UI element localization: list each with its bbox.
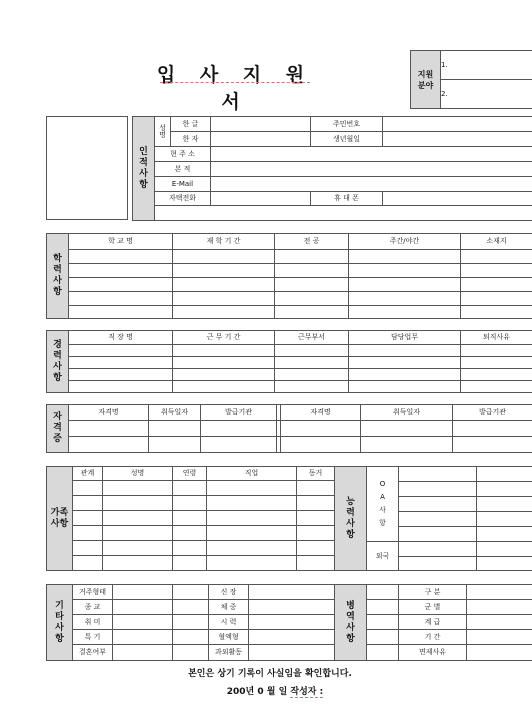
table-row — [47, 526, 335, 541]
hobby-input[interactable] — [113, 615, 173, 630]
exemption-label: 면제사유 — [399, 645, 467, 661]
height-label: 신 장 — [209, 585, 249, 600]
activities-label: 과외활동 — [209, 645, 249, 661]
career-header-dept: 근무부서 — [275, 331, 349, 345]
family-cell[interactable] — [173, 511, 207, 526]
family-cell[interactable] — [207, 496, 297, 511]
education-cell[interactable] — [461, 292, 532, 306]
eyesight-label: 시 력 — [209, 615, 249, 630]
education-cell[interactable] — [173, 278, 275, 292]
education-cell[interactable] — [275, 292, 349, 306]
foreign-cell[interactable] — [399, 542, 477, 557]
table-row — [47, 306, 532, 319]
other-section-label: 기 타 사 항 — [47, 585, 73, 661]
education-cell[interactable] — [69, 264, 173, 278]
family-header-name: 성명 — [103, 467, 173, 481]
other-spacer — [173, 630, 209, 645]
hangul-input[interactable] — [211, 117, 311, 132]
license-cell[interactable] — [453, 437, 532, 453]
license-cell[interactable] — [453, 421, 532, 437]
family-cell[interactable] — [73, 481, 103, 496]
family-cell[interactable] — [297, 541, 335, 556]
military-spacer — [367, 585, 399, 600]
license-cell[interactable] — [361, 437, 453, 453]
license-cell[interactable] — [201, 421, 277, 437]
foreign-cell[interactable] — [477, 542, 532, 557]
personal-blank-row — [155, 206, 532, 221]
career-cell[interactable] — [275, 369, 349, 381]
oa-cell[interactable] — [477, 512, 532, 527]
oa-cell[interactable] — [477, 527, 532, 542]
education-cell[interactable] — [349, 292, 461, 306]
oa-cell[interactable] — [399, 482, 477, 497]
family-cell[interactable] — [297, 511, 335, 526]
family-cell[interactable] — [173, 526, 207, 541]
family-cell[interactable] — [73, 496, 103, 511]
hangul-label: 한 글 — [171, 117, 211, 132]
family-cell[interactable] — [73, 511, 103, 526]
other-spacer — [173, 615, 209, 630]
skill-input[interactable] — [113, 630, 173, 645]
military-period-input[interactable] — [467, 630, 532, 645]
apply-field-2[interactable]: 2. — [441, 80, 532, 109]
oa-cell[interactable] — [477, 467, 532, 482]
education-cell[interactable] — [69, 292, 173, 306]
table-row — [47, 437, 532, 453]
apply-field-1[interactable]: 1. — [441, 51, 532, 80]
military-period-label: 기 간 — [399, 630, 467, 645]
family-cell[interactable] — [103, 526, 173, 541]
religion-label: 종 교 — [73, 600, 113, 615]
table-row — [47, 481, 335, 496]
blood-type-label: 혈액형 — [209, 630, 249, 645]
education-cell[interactable] — [349, 250, 461, 264]
blood-type-input[interactable] — [249, 630, 335, 645]
license-cell[interactable] — [69, 437, 149, 453]
foreign-cell[interactable] — [477, 557, 532, 571]
birthdate-input[interactable] — [383, 132, 532, 147]
career-cell[interactable] — [69, 345, 173, 357]
education-cell[interactable] — [69, 278, 173, 292]
career-cell[interactable] — [275, 357, 349, 369]
family-cell[interactable] — [173, 556, 207, 571]
license-table — [46, 404, 532, 453]
license-cell[interactable] — [281, 421, 361, 437]
family-cell[interactable] — [207, 556, 297, 571]
license-header-date-2: 취득일자 — [361, 405, 453, 421]
address-input[interactable] — [211, 147, 532, 162]
housing-input[interactable] — [113, 585, 173, 600]
other-spacer — [173, 585, 209, 600]
table-row — [47, 556, 335, 571]
family-cell[interactable] — [297, 496, 335, 511]
oa-cell[interactable] — [477, 497, 532, 512]
family-cell[interactable] — [173, 541, 207, 556]
oa-cell[interactable] — [399, 512, 477, 527]
education-cell[interactable] — [461, 306, 532, 319]
family-section-label: 가족 사항 — [47, 467, 73, 571]
education-header-location: 소재지 — [461, 234, 532, 250]
education-cell[interactable] — [461, 264, 532, 278]
education-cell[interactable] — [173, 250, 275, 264]
education-section-label: 학 력 사 항 — [47, 234, 69, 319]
eyesight-input[interactable] — [249, 615, 335, 630]
resident-no-label: 주민번호 — [311, 117, 383, 132]
license-header-name: 자격명 — [69, 405, 149, 421]
email-label: E-Mail — [155, 177, 211, 192]
height-input[interactable] — [249, 585, 335, 600]
career-cell[interactable] — [69, 381, 173, 393]
other-table — [46, 584, 335, 661]
education-table — [46, 233, 532, 319]
family-cell[interactable] — [207, 511, 297, 526]
family-cell[interactable] — [73, 541, 103, 556]
career-cell[interactable] — [69, 357, 173, 369]
table-row — [47, 381, 532, 393]
address-label: 현 주 소 — [155, 147, 211, 162]
origin-input[interactable] — [211, 162, 532, 177]
military-type-label: 구 분 — [399, 585, 467, 600]
military-spacer — [367, 600, 399, 615]
military-branch-label: 군 별 — [399, 600, 467, 615]
career-cell[interactable] — [173, 357, 275, 369]
education-cell[interactable] — [69, 250, 173, 264]
foreign-cell[interactable] — [399, 557, 477, 571]
career-header-period: 근 무 기 간 — [173, 331, 275, 345]
family-cell[interactable] — [207, 541, 297, 556]
apply-field-label: 지원 분야 — [411, 51, 441, 109]
family-cell[interactable] — [103, 511, 173, 526]
family-cell[interactable] — [73, 526, 103, 541]
career-cell[interactable] — [173, 369, 275, 381]
family-header-job: 직업 — [207, 467, 297, 481]
family-cell[interactable] — [297, 556, 335, 571]
photo-box[interactable] — [46, 116, 128, 220]
military-spacer — [367, 645, 399, 661]
career-header-duty: 담당업무 — [349, 331, 461, 345]
table-row — [47, 421, 532, 437]
military-table — [334, 584, 532, 661]
career-cell[interactable] — [349, 369, 461, 381]
home-phone-label: 자택전화 — [155, 192, 211, 206]
education-header-major: 전 공 — [275, 234, 349, 250]
table-row — [47, 250, 532, 264]
hanja-input[interactable] — [211, 132, 311, 147]
family-cell[interactable] — [173, 481, 207, 496]
license-cell[interactable] — [149, 437, 201, 453]
education-cell[interactable] — [173, 306, 275, 319]
career-cell[interactable] — [275, 345, 349, 357]
marital-label: 결혼여부 — [73, 645, 113, 661]
career-cell[interactable] — [349, 357, 461, 369]
hobby-label: 취 미 — [73, 615, 113, 630]
hanja-label: 한 자 — [171, 132, 211, 147]
family-cell[interactable] — [103, 496, 173, 511]
oa-label: O A 사 항 — [367, 467, 399, 542]
oa-cell[interactable] — [477, 482, 532, 497]
career-cell[interactable] — [461, 381, 532, 393]
signature-line — [175, 684, 375, 697]
career-table — [46, 330, 532, 393]
table-row — [47, 278, 532, 292]
religion-input[interactable] — [113, 600, 173, 615]
license-section-label: 자 격 증 — [47, 405, 69, 453]
family-header-live-with: 동거 — [297, 467, 335, 481]
family-header-relation: 관계 — [73, 467, 103, 481]
military-section-label: 병 역 사 항 — [335, 585, 367, 661]
other-spacer — [173, 645, 209, 661]
mobile-label: 휴 대 폰 — [311, 192, 383, 206]
career-header-reason: 퇴직사유 — [461, 331, 532, 345]
license-header-name-2: 자격명 — [281, 405, 361, 421]
military-type-input[interactable] — [467, 585, 532, 600]
table-row — [47, 264, 532, 278]
military-rank-label: 계 급 — [399, 615, 467, 630]
table-row — [47, 496, 335, 511]
career-cell[interactable] — [69, 369, 173, 381]
education-cell[interactable] — [275, 278, 349, 292]
education-cell[interactable] — [349, 278, 461, 292]
career-cell[interactable] — [349, 381, 461, 393]
career-cell[interactable] — [349, 345, 461, 357]
home-phone-input[interactable] — [211, 192, 311, 206]
apply-field-table — [410, 50, 532, 109]
weight-input[interactable] — [249, 600, 335, 615]
title-underline — [160, 82, 310, 83]
education-cell[interactable] — [275, 306, 349, 319]
oa-cell[interactable] — [399, 467, 477, 482]
email-input[interactable] — [211, 177, 532, 192]
family-cell[interactable] — [297, 526, 335, 541]
writer-label[interactable]: 작성자 : — [290, 687, 324, 697]
other-spacer — [173, 600, 209, 615]
education-cell[interactable] — [275, 250, 349, 264]
education-cell[interactable] — [173, 292, 275, 306]
origin-label: 본 적 — [155, 162, 211, 177]
education-cell[interactable] — [461, 250, 532, 264]
education-header-daynight: 주간/야간 — [349, 234, 461, 250]
family-cell[interactable] — [173, 496, 207, 511]
ability-section-label: 능 력 사 항 — [335, 467, 367, 571]
career-cell[interactable] — [275, 381, 349, 393]
education-header-period: 재 학 기 간 — [173, 234, 275, 250]
career-cell[interactable] — [461, 369, 532, 381]
exemption-input[interactable] — [467, 645, 532, 661]
date-text: 200년 0 월 일 — [226, 687, 288, 697]
personal-table — [132, 116, 532, 221]
family-cell[interactable] — [103, 541, 173, 556]
name-group-label: 성 명 — [155, 117, 171, 147]
military-rank-input[interactable] — [467, 615, 532, 630]
table-row — [47, 541, 335, 556]
education-cell[interactable] — [69, 306, 173, 319]
oa-cell[interactable] — [399, 527, 477, 542]
career-cell[interactable] — [173, 345, 275, 357]
education-cell[interactable] — [173, 264, 275, 278]
license-header-issuer: 발급기관 — [201, 405, 277, 421]
family-cell[interactable] — [103, 556, 173, 571]
housing-label: 거주형태 — [73, 585, 113, 600]
page-title: 입 사 지 원 서 — [156, 64, 314, 113]
career-section-label: 경 력 사 항 — [47, 331, 69, 393]
marital-input[interactable] — [113, 645, 173, 661]
family-cell[interactable] — [297, 481, 335, 496]
license-cell[interactable] — [149, 421, 201, 437]
military-branch-input[interactable] — [467, 600, 532, 615]
table-row — [47, 511, 335, 526]
family-cell[interactable] — [103, 481, 173, 496]
family-cell[interactable] — [207, 481, 297, 496]
table-row — [47, 369, 532, 381]
activities-input[interactable] — [249, 645, 335, 661]
education-cell[interactable] — [275, 264, 349, 278]
family-cell[interactable] — [73, 556, 103, 571]
birthdate-label: 생년월일 — [311, 132, 383, 147]
ability-table — [334, 466, 532, 571]
education-cell[interactable] — [461, 278, 532, 292]
education-cell[interactable] — [349, 264, 461, 278]
license-cell[interactable] — [69, 421, 149, 437]
foreign-label: 외국 — [367, 542, 399, 571]
military-spacer — [367, 630, 399, 645]
personal-section-label: 인 적 사 항 — [133, 117, 155, 221]
license-header-date: 취득일자 — [149, 405, 201, 421]
license-cell[interactable] — [361, 421, 453, 437]
family-cell[interactable] — [207, 526, 297, 541]
resident-no-input[interactable] — [383, 117, 532, 132]
career-header-company: 직 장 명 — [69, 331, 173, 345]
confirmation-text: 본인은 상기 기록이 사실임을 확인합니다. — [188, 669, 352, 679]
mobile-input[interactable] — [383, 192, 532, 206]
license-cell[interactable] — [201, 437, 277, 453]
oa-cell[interactable] — [399, 497, 477, 512]
table-row — [47, 292, 532, 306]
career-cell[interactable] — [461, 345, 532, 357]
family-table — [46, 466, 335, 571]
military-spacer — [367, 615, 399, 630]
table-row — [47, 357, 532, 369]
family-header-age: 연령 — [173, 467, 207, 481]
education-header-school: 학 교 명 — [69, 234, 173, 250]
license-cell[interactable] — [281, 437, 361, 453]
skill-label: 특 기 — [73, 630, 113, 645]
license-header-issuer-2: 발급기관 — [453, 405, 532, 421]
career-cell[interactable] — [461, 357, 532, 369]
education-cell[interactable] — [349, 306, 461, 319]
weight-label: 체 중 — [209, 600, 249, 615]
career-cell[interactable] — [173, 381, 275, 393]
table-row — [47, 345, 532, 357]
